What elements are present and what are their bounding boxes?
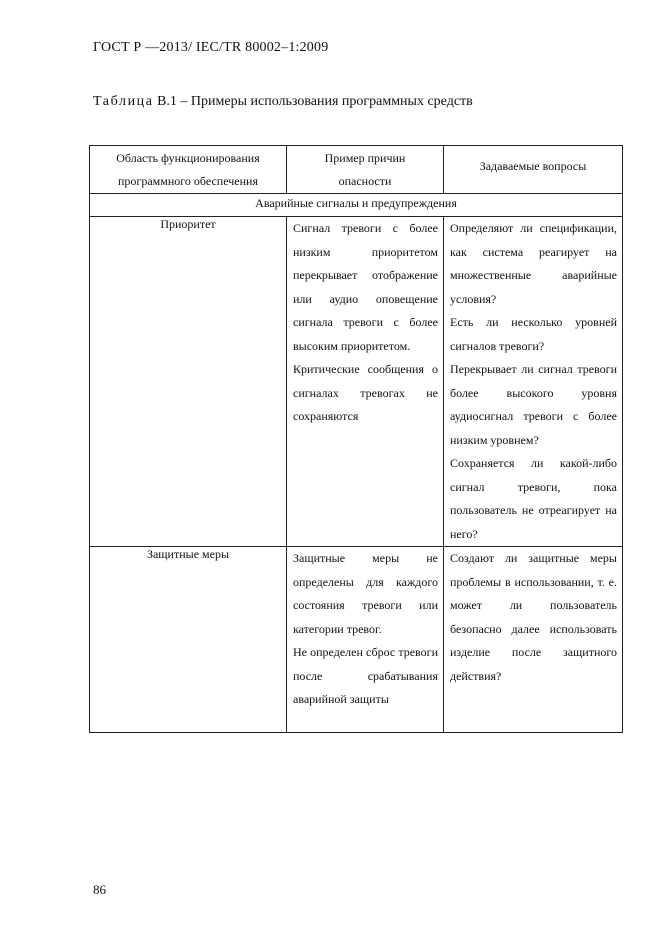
table-section-row — [90, 194, 623, 217]
row-causes — [287, 217, 444, 547]
question-paragraph: Создают ли защитные меры проблемы в использовании, т. е. может ли пользователь безопасно далее использовать изделие после защитного действия? — [450, 551, 617, 683]
column-header-area: Область функционирования программного обеспечения — [90, 146, 287, 194]
question-paragraph: Есть ли несколько уровней сигналов тревоги? — [450, 315, 617, 353]
row-questions — [444, 547, 623, 733]
cause-paragraph: Сигнал тревоги с более низким приоритетом перекрывает отображение или аудио оповещение сигнала тревоги с более высоким приоритетом. — [293, 221, 438, 353]
table-caption — [93, 94, 473, 110]
row-area-protective-measures: Защитные меры — [90, 547, 287, 733]
column-header-questions: Задаваемые вопросы — [444, 146, 623, 194]
row-questions — [444, 217, 623, 547]
software-examples-table — [89, 145, 623, 733]
page-number: 86 — [93, 882, 106, 897]
column-header-causes: Пример причин опасности — [287, 146, 444, 194]
document-header: ГОСТ Р —2013/ IEC/TR 80002–1:2009 — [93, 40, 329, 55]
question-paragraph: Перекрывает ли сигнал тревоги более высокого уровня аудиосигнал тревоги с более низким уровнем? — [450, 362, 617, 447]
table-header-row — [90, 146, 623, 194]
question-paragraph: Сохраняется ли какой-либо сигнал тревоги, пока пользователь не отреагирует на него? — [450, 456, 617, 541]
row-area-priority: Приоритет — [90, 217, 287, 547]
cause-paragraph: Не определен сброс тревоги после срабатывания аварийной защиты — [293, 645, 438, 706]
cause-paragraph: Защитные меры не определены для каждого состояния тревоги или категории тревог. — [293, 551, 438, 636]
table-caption-label: Таблица — [93, 94, 154, 109]
cause-paragraph: Критические сообщения о сигналах тревогах не сохраняются — [293, 362, 438, 423]
question-paragraph: Определяют ли спецификации, как система реагирует на множественные аварийные условия? — [450, 221, 617, 306]
row-causes — [287, 547, 444, 733]
section-title: Аварийные сигналы и предупреждения — [90, 194, 623, 217]
table-row — [90, 547, 623, 733]
table-caption-text: В.1 – Примеры использования программных средств — [153, 94, 473, 109]
table-row — [90, 217, 623, 547]
